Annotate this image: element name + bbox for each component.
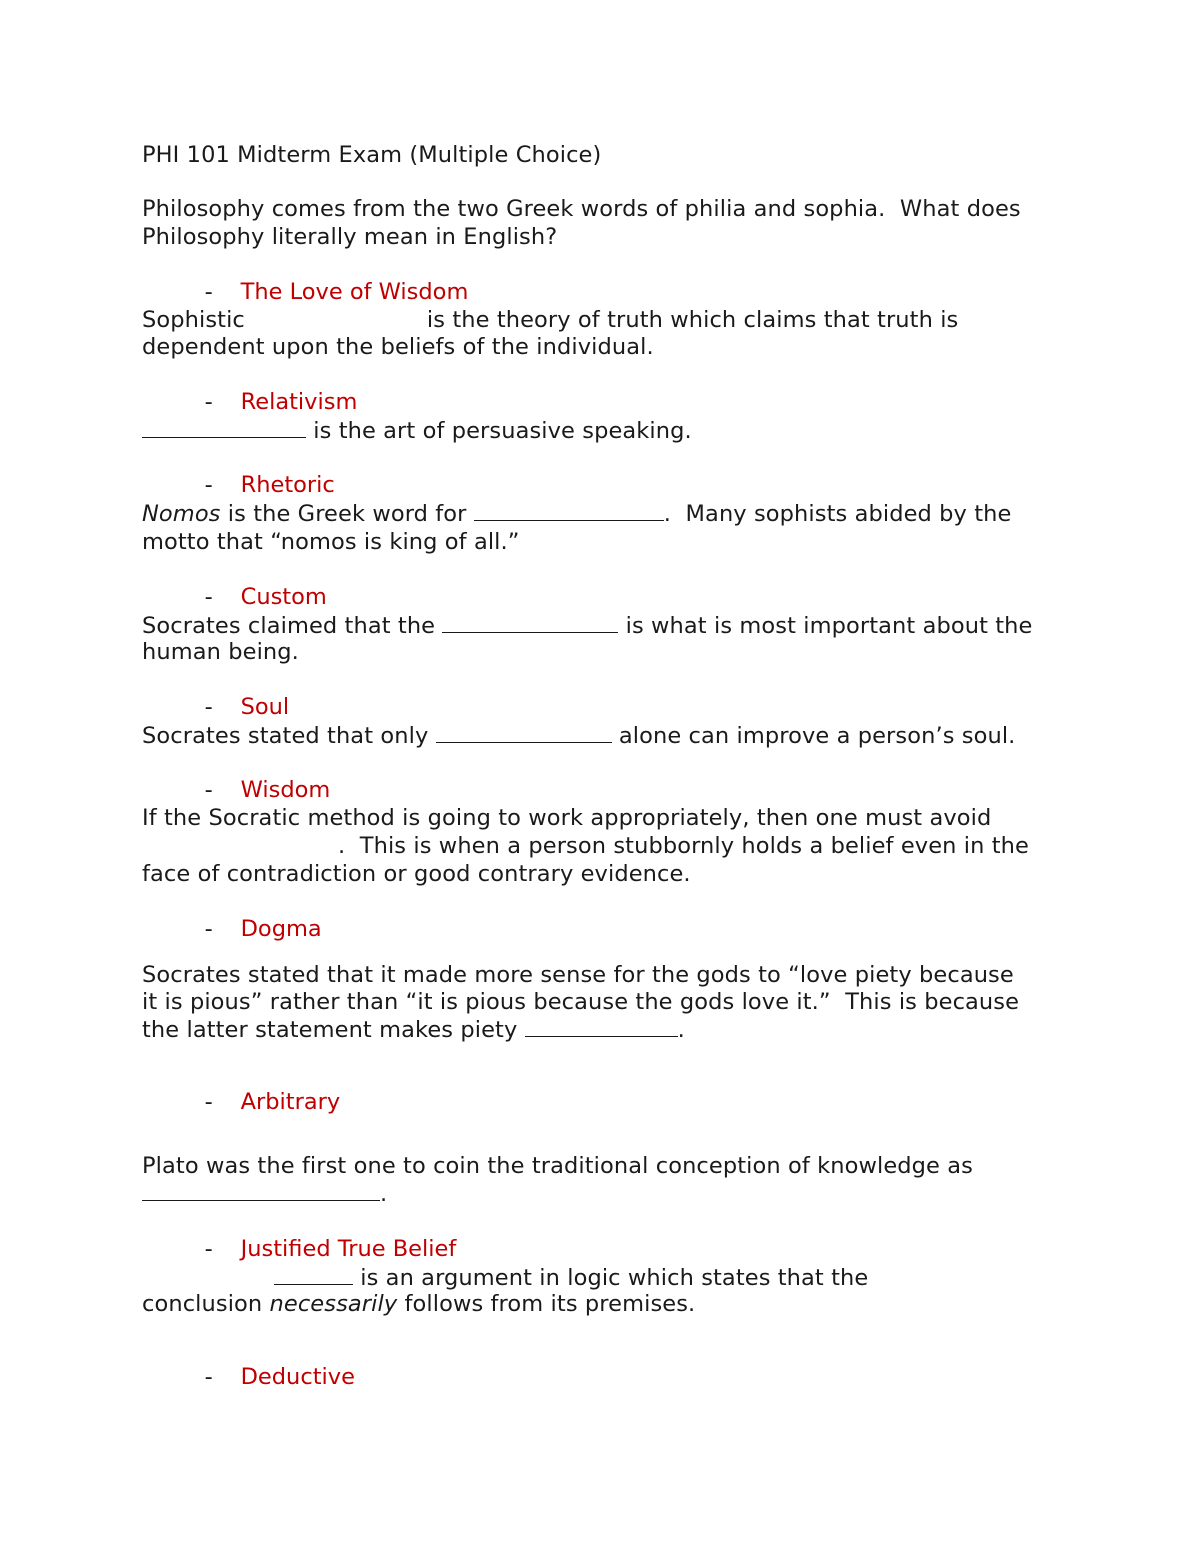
answer-text: Wisdom bbox=[240, 777, 331, 803]
answer-text: Relativism bbox=[240, 389, 358, 415]
question-8-line-1: Socrates stated that it made more sense for the gods to “love piety because bbox=[142, 962, 1014, 988]
bullet-dash: - bbox=[204, 1364, 213, 1390]
answer-7 bbox=[176, 889, 322, 970]
question-4-italic: Nomos bbox=[142, 501, 221, 527]
question-10-text-a: conclusion bbox=[142, 1291, 270, 1317]
question-5-line-1 bbox=[142, 612, 1033, 640]
bullet-dash: - bbox=[204, 584, 213, 610]
question-9-line-2 bbox=[142, 1180, 387, 1208]
answer-text: The Love of Wisdom bbox=[240, 279, 469, 305]
answer-text: Soul bbox=[240, 694, 290, 720]
answer-text: Justified True Belief bbox=[240, 1236, 457, 1262]
fill-blank bbox=[436, 722, 612, 743]
question-4-line-2: motto that “nomos is king of all.” bbox=[142, 529, 520, 555]
question-1-line-2: Philosophy literally mean in English? bbox=[142, 224, 558, 250]
bullet-dash: - bbox=[204, 694, 213, 720]
question-9-text: . bbox=[380, 1181, 388, 1207]
question-4-line-1 bbox=[142, 500, 1011, 528]
fill-blank bbox=[142, 1180, 380, 1201]
fill-blank bbox=[142, 417, 306, 438]
bullet-dash: - bbox=[204, 279, 213, 305]
question-8-line-3 bbox=[142, 1016, 685, 1044]
bullet-dash: - bbox=[204, 1236, 213, 1262]
answer-10 bbox=[176, 1337, 355, 1418]
question-8-text-b: . bbox=[677, 1017, 685, 1043]
question-6-text-b: alone can improve a person’s soul. bbox=[611, 723, 1016, 749]
question-10-italic: necessarily bbox=[269, 1291, 398, 1317]
question-10-text: is an argument in logic which states that the bbox=[353, 1265, 869, 1291]
question-3-text: is the art of persuasive speaking. bbox=[313, 418, 692, 444]
bullet-dash: - bbox=[204, 389, 213, 415]
question-6-line-1 bbox=[142, 722, 1015, 750]
fill-blank bbox=[442, 612, 618, 633]
fill-blank bbox=[525, 1016, 678, 1037]
question-2-line-2: dependent upon the beliefs of the individual. bbox=[142, 334, 654, 360]
question-7-text: . This is when a person stubbornly holds a belief even in the bbox=[338, 833, 1029, 859]
fill-blank bbox=[474, 500, 664, 521]
bullet-dash: - bbox=[204, 1089, 213, 1115]
question-5-line-2: human being. bbox=[142, 639, 299, 665]
answer-text: Deductive bbox=[240, 1364, 355, 1390]
question-4-text-a: is the Greek word for bbox=[220, 501, 474, 527]
question-7-line-3: face of contradiction or good contrary evidence. bbox=[142, 861, 691, 887]
question-7-line-2 bbox=[142, 833, 1029, 860]
question-3-line-1 bbox=[142, 417, 692, 445]
question-6-text-a: Socrates stated that only bbox=[142, 723, 436, 749]
question-8-text-a: the latter statement makes piety bbox=[142, 1017, 525, 1043]
answer-8 bbox=[176, 1062, 340, 1143]
question-4-text-b: . Many sophists abided by the bbox=[663, 501, 1012, 527]
question-10-line-2 bbox=[142, 1291, 695, 1318]
bullet-dash: - bbox=[204, 916, 213, 942]
question-10-line-1 bbox=[142, 1264, 868, 1292]
question-5-text-a: Socrates claimed that the bbox=[142, 613, 443, 639]
question-1-line-1: Philosophy comes from the two Greek words of philia and sophia. What does bbox=[142, 196, 1021, 222]
question-5-text-b: is what is most important about the bbox=[618, 613, 1033, 639]
answer-text: Arbitrary bbox=[240, 1089, 341, 1115]
answer-text: Rhetoric bbox=[240, 472, 335, 498]
bullet-dash: - bbox=[204, 777, 213, 803]
question-9-line-1: Plato was the first one to coin the traditional conception of knowledge as bbox=[142, 1153, 973, 1179]
page-title: PHI 101 Midterm Exam (Multiple Choice) bbox=[142, 142, 602, 168]
question-7-line-1: If the Socratic method is going to work appropriately, then one must avoid bbox=[142, 805, 992, 831]
question-2-part-a: Sophistic bbox=[142, 307, 245, 333]
answer-text: Custom bbox=[240, 584, 327, 610]
answer-text: Dogma bbox=[240, 916, 322, 942]
question-2-part-b: is the theory of truth which claims that truth is bbox=[426, 307, 959, 333]
fill-blank bbox=[274, 1264, 353, 1285]
question-2-line-1 bbox=[142, 307, 958, 334]
question-10-text-b: follows from its premises. bbox=[397, 1291, 696, 1317]
bullet-dash: - bbox=[204, 472, 213, 498]
question-8-line-2: it is pious” rather than “it is pious because the gods love it.” This is because bbox=[142, 989, 1020, 1015]
